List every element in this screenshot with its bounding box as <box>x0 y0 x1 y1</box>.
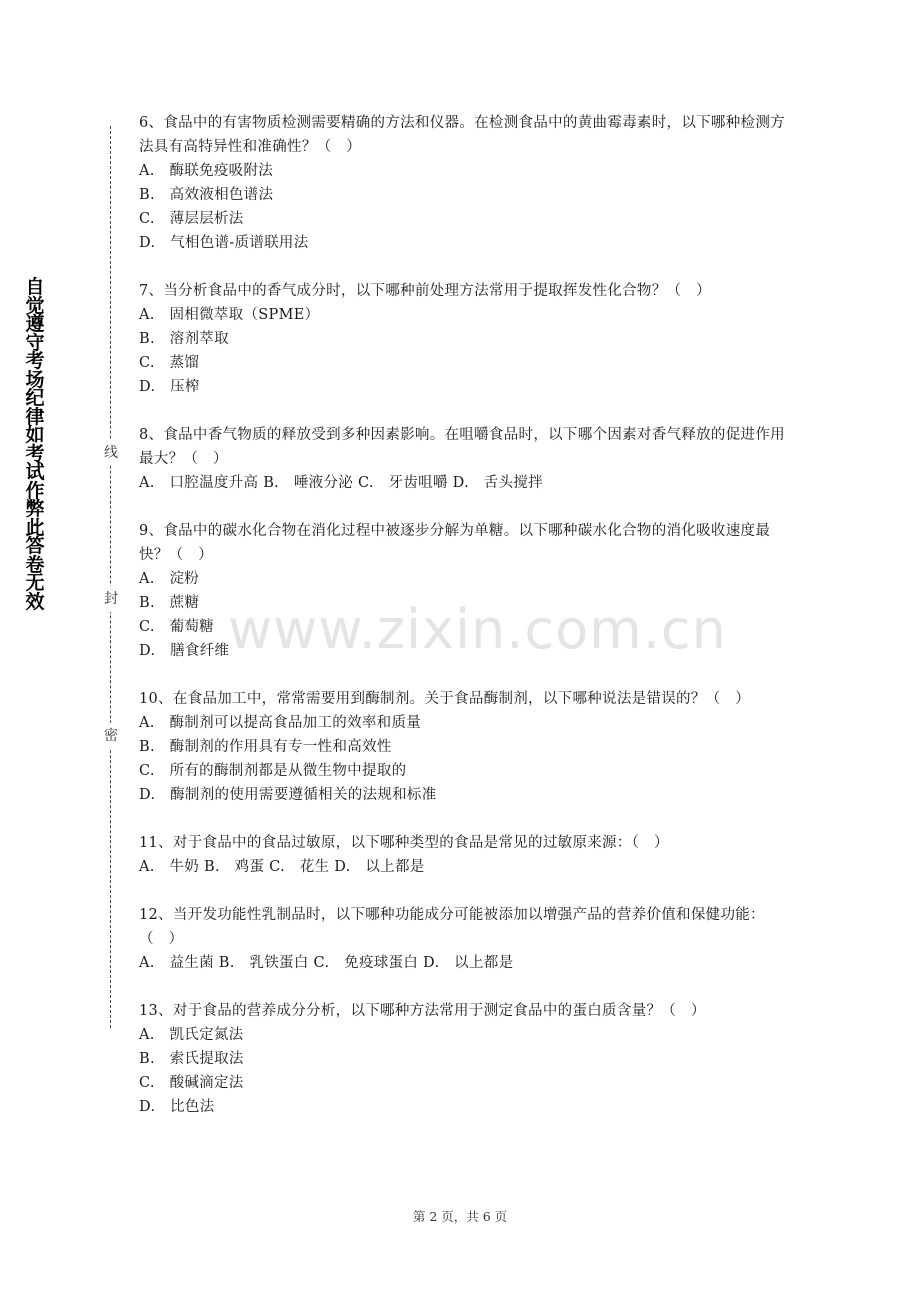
option-c: C. 所有的酶制剂都是从微生物中提取的 <box>139 763 407 779</box>
question-11 <box>139 831 789 879</box>
option-a: A. 固相微萃取（SPME） <box>139 307 320 323</box>
question-list <box>139 111 789 1143</box>
option-d: D. 膳食纤维 <box>139 643 230 659</box>
option-a: A. 酶联免疫吸附法 <box>139 163 274 179</box>
options-inline: A. 益生菌 B. 乳铁蛋白 C. 免疫球蛋白 D. 以上都是 <box>139 955 514 971</box>
question-7 <box>139 279 789 399</box>
option-d: D. 酶制剂的使用需要遵循相关的法规和标准 <box>139 787 437 803</box>
option-a: A. 淀粉 <box>139 571 200 587</box>
question-6 <box>139 111 789 255</box>
question-stem: 6、食品中的有害物质检测需要精确的方法和仪器。在检测食品中的黄曲霉毒素时，以下哪种检测方法具有高特异性和准确性？（ ） <box>139 115 785 155</box>
option-c: C. 薄层层析法 <box>139 211 244 227</box>
exam-discipline-notice: 自觉遵守考场纪律如考试作弊此答卷无效 <box>25 276 45 613</box>
option-b: B. 索氏提取法 <box>139 1051 244 1067</box>
question-stem: 13、对于食品的营养成分分析，以下哪种方法常用于测定食品中的蛋白质含量？（ ） <box>139 1003 706 1019</box>
question-13 <box>139 999 789 1119</box>
page-number-footer: 第 2 页，共 6 页 <box>412 1209 508 1224</box>
question-stem: 12、当开发功能性乳制品时，以下哪种功能成分可能被添加以增强产品的营养价值和保健功能：（ ） <box>139 907 765 947</box>
question-stem: 10、在食品加工中，常常需要用到酶制剂。关于食品酶制剂，以下哪种说法是错误的？（ ） <box>139 691 751 707</box>
option-d: D. 比色法 <box>139 1099 215 1115</box>
option-b: B. 高效液相色谱法 <box>139 187 274 203</box>
binding-mark-line: 线 <box>101 440 121 466</box>
question-stem: 8、食品中香气物质的释放受到多种因素影响。在咀嚼食品时，以下哪个因素对香气释放的促进作用最大？（ ） <box>139 427 785 467</box>
option-c: C. 酸碱滴定法 <box>139 1075 244 1091</box>
option-a: A. 酶制剂可以提高食品加工的效率和质量 <box>139 715 422 731</box>
question-9 <box>139 519 789 663</box>
question-stem: 7、当分析食品中的香气成分时，以下哪种前处理方法常用于提取挥发性化合物？（ ） <box>139 283 711 299</box>
options-inline: A. 牛奶 B. 鸡蛋 C. 花生 D. 以上都是 <box>139 859 425 875</box>
question-12 <box>139 903 789 975</box>
watermark: www.zixin.com.cn <box>228 598 727 661</box>
option-d: D. 气相色谱-质谱联用法 <box>139 235 309 251</box>
option-b: B. 酶制剂的作用具有专一性和高效性 <box>139 739 392 755</box>
option-c: C. 蒸馏 <box>139 355 200 371</box>
binding-mark-seal: 封 <box>101 586 121 612</box>
binding-dashed-line <box>110 126 111 1028</box>
question-stem: 9、食品中的碳水化合物在消化过程中被逐步分解为单糖。以下哪种碳水化合物的消化吸收速度最快？（ ） <box>139 523 771 563</box>
option-b: B. 溶剂萃取 <box>139 331 229 347</box>
option-c: C. 葡萄糖 <box>139 619 214 635</box>
option-b: B. 蔗糖 <box>139 595 200 611</box>
question-10 <box>139 687 789 807</box>
binding-mark-secret: 密 <box>101 723 121 749</box>
question-8 <box>139 423 789 495</box>
options-inline: A. 口腔温度升高 B. 唾液分泌 C. 牙齿咀嚼 D. 舌头搅拌 <box>139 475 543 491</box>
option-a: A. 凯氏定氮法 <box>139 1027 244 1043</box>
question-stem: 11、对于食品中的食品过敏原，以下哪种类型的食品是常见的过敏原来源：（ ） <box>139 835 669 851</box>
option-d: D. 压榨 <box>139 379 200 395</box>
